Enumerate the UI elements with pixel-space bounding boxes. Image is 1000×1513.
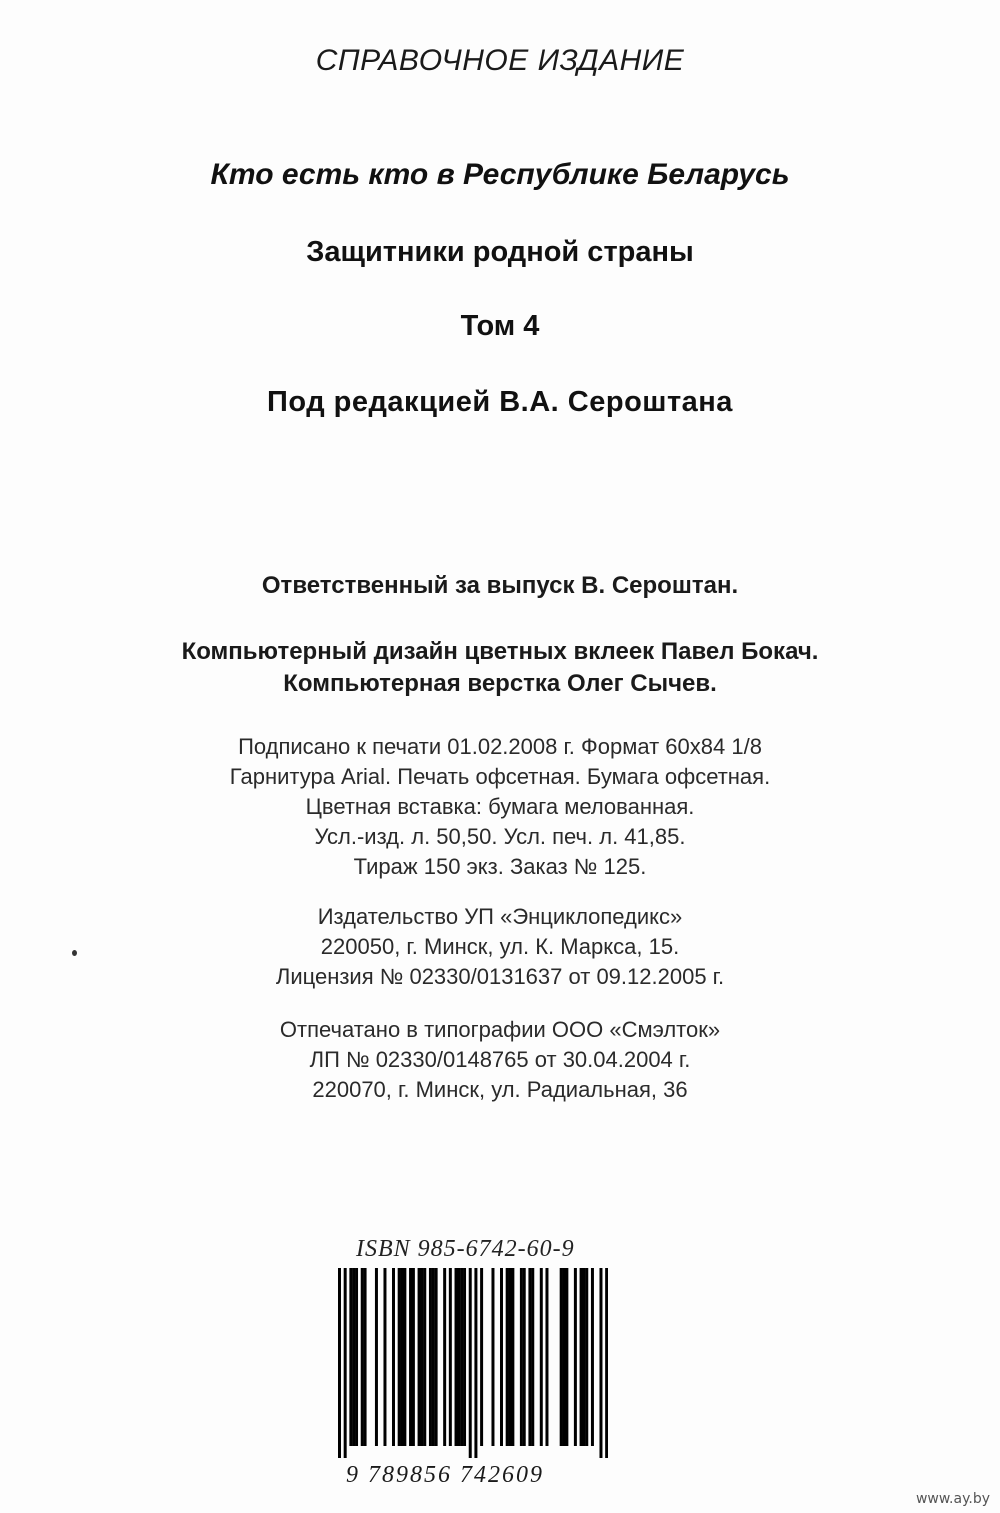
barcode-bar [398,1268,401,1446]
barcode-bar [531,1268,534,1446]
barcode-bar [565,1268,568,1446]
barcode-bar [432,1268,435,1446]
barcode-bar [392,1268,395,1446]
barcode-bar [435,1268,438,1446]
barcode-bar [457,1268,460,1446]
volume-number: Том 4 [460,310,540,342]
barcode-bar [409,1268,412,1446]
barcode-bar [383,1268,386,1446]
barcode-bar [423,1268,426,1446]
barcode-bar [491,1268,494,1446]
barcode-bar [463,1268,466,1446]
barcode-bar [364,1268,367,1446]
barcode-bar [523,1268,526,1446]
detail-row: Гарнитура Arial. Печать офсетная. Бумага офсетная. [229,764,771,789]
printer-info [0,1015,1000,1105]
barcode-bar [500,1268,503,1446]
barcode-bar [506,1268,509,1446]
barcode-bar [429,1268,432,1446]
barcode-bar [420,1268,423,1446]
publication-details [0,732,1000,882]
barcode-bar [401,1268,404,1446]
book-title: Кто есть кто в Республике Беларусь [210,158,790,191]
book-subtitle: Защитники родной страны [306,236,694,268]
printer-row: ЛП № 02330/0148765 от 30.04.2004 г. [309,1047,691,1072]
printer-row: 220070, г. Минск, ул. Радиальная, 36 [312,1077,688,1102]
barcode-number: 9 789856 742609 [346,1462,544,1488]
isbn-label: ISBN 985-6742-60-9 [356,1236,575,1262]
editor-line: Под редакцией В.А. Сероштана [267,386,733,418]
barcode-bar [574,1268,577,1446]
barcode-bar [469,1268,472,1458]
barcode-bar [352,1268,355,1446]
barcode-bar [540,1268,543,1446]
barcode-bar [580,1268,583,1446]
barcode-bar [582,1268,585,1446]
barcode-bar [591,1268,594,1446]
barcode-bar [338,1268,341,1458]
credit-layout: Компьютерная верстка Олег Сычев. [283,670,717,697]
barcode-bar [349,1268,352,1446]
publisher-row: 220050, г. Минск, ул. К. Маркса, 15. [320,934,680,959]
barcode-bar [511,1268,514,1446]
barcode-bar [528,1268,531,1446]
credit-responsible: Ответственный за выпуск В. Сероштан. [261,572,739,599]
detail-row: Тираж 150 экз. Заказ № 125. [353,854,647,879]
detail-row: Цветная вставка: бумага мелованная. [305,794,695,819]
credit-design: Компьютерный дизайн цветных вклеек Павел Бокач. [181,638,819,665]
print-speck [72,950,77,956]
barcode-bar [560,1268,563,1446]
barcode-bar [599,1268,602,1458]
barcode-bar [509,1268,512,1446]
barcode-bar [443,1268,446,1446]
barcode [338,1268,608,1458]
barcode-bar [460,1268,463,1446]
barcode-bar [412,1268,415,1446]
detail-row: Подписано к печати 01.02.2008 г. Формат 60x84 1/8 [238,734,762,759]
barcode-bar [403,1268,406,1446]
barcode-bar [449,1268,452,1446]
barcode-bar [520,1268,523,1446]
detail-row: Усл.-изд. л. 50,50. Усл. печ. л. 41,85. [314,824,686,849]
publisher-info [0,902,1000,992]
barcode-bar [418,1268,421,1446]
publisher-row: Лицензия № 02330/0131637 от 09.12.2005 г. [275,964,725,989]
barcode-bar [563,1268,566,1446]
barcode-bar [375,1268,378,1446]
barcode-bar [474,1268,477,1458]
barcode-bar [361,1268,364,1446]
barcode-bar [545,1268,548,1446]
barcode-bar [355,1268,358,1446]
barcode-bar [344,1268,347,1458]
barcode-bar [605,1268,608,1458]
series-label: СПРАВОЧНОЕ ИЗДАНИЕ [315,44,685,77]
barcode-bar [585,1268,588,1446]
barcode-bar [455,1268,458,1446]
barcode-bar [480,1268,483,1446]
watermark: www.ay.by [915,1491,990,1507]
printer-row: Отпечатано в типографии ООО «Смэлток» [279,1017,721,1042]
publisher-row: Издательство УП «Энциклопедикс» [317,904,683,929]
